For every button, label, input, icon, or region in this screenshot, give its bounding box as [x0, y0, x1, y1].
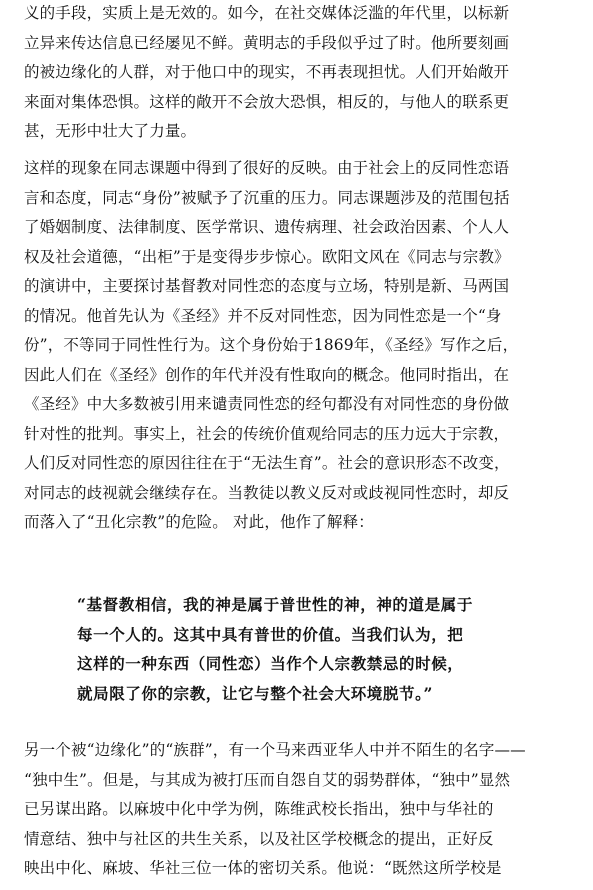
text-line: 份”，不等同于同性性行为。这个身份始于1869年，《圣经》写作之后， [24, 336, 519, 354]
text-line: 因此人们在《圣经》创作的年代并没有性取向的概念。他同时指出，在 [24, 365, 510, 384]
text-line: 情意结、独中与社区的共生关系，以及社区学校概念的提出，正好反 [24, 829, 494, 848]
quote-line: 这样的一种东西（同性恋）当作个人宗教禁忌的时候， [77, 654, 464, 673]
quote-line: 就局限了你的宗教，让它与整个社会大环境脱节。” [77, 683, 433, 703]
text-line: 来面对集体恐惧。这样的敞开不会放大恐惧，相反的，与他人的联系更 [24, 92, 510, 111]
text-line: 甚，无形中壮大了力量。 [24, 122, 197, 140]
quote-line: 每一个人的。这其中具有普世的价值。当我们认为，把 [77, 624, 464, 644]
text-line: 这样的现象在同志课题中得到了很好的反映。由于社会上的反同性恋语 [24, 159, 510, 177]
paragraph-3 [24, 736, 589, 884]
text-line: 言和态度，同志“身份”被赋予了沉重的压力。同志课题涉及的范围包括 [24, 188, 510, 207]
text-line: 针对性的批判。事实上，社会的传统价值观给同志的压力远大于宗教， [24, 424, 510, 443]
text-line: 《圣经》中大多数被引用来谴责同性恋的经句都没有对同性恋的身份做 [24, 395, 510, 413]
text-line: 对同志的歧视就会继续存在。当教徒以教义反对或歧视同性恋时，却反 [24, 483, 510, 502]
block-quote [77, 590, 577, 708]
text-line: 立异来传达信息已经屡见不鲜。黄明志的手段似乎过了时。他所要刻画 [24, 33, 510, 52]
quote-line: “基督教相信，我的神是属于普世性的神，神的道是属于 [77, 595, 473, 614]
paragraph-2 [24, 154, 584, 538]
paragraph-1 [24, 0, 584, 147]
text-line: 权及社会道德，“出柜”于是变得步步惊心。欧阳文风在《同志与宗教》 [24, 247, 510, 266]
text-line: 的情况。他首先认为《圣经》并不反对同性恋，因为同性恋是一个“身 [24, 306, 502, 325]
text-line: 已另谋出路。以麻坡中化中学为例，陈维武校长指出，独中与华社的 [24, 800, 494, 818]
text-line: 的演讲中，主要探讨基督教对同性恋的态度与立场，特别是新、马两国 [24, 277, 510, 295]
text-line: “独中生”。但是，与其成为被打压而自怨自艾的弱势群体，“独中”显然 [24, 770, 511, 789]
text-line: 另一个被“边缘化”的“族群”，有一个马来西亚华人中并不陌生的名字—— [24, 741, 526, 759]
text-line: 而落入了“丑化宗教”的危险。 对此，他作了解释： [24, 513, 374, 531]
text-line: 了婚姻制度、法律制度、医学常识、遗传病理、社会政治因素、个人人 [24, 218, 510, 236]
text-line: 映出中化、麻坡、华社三位一体的密切关系。他说：“既然这所学校是 [24, 859, 502, 877]
text-line: 人们反对同性恋的原因往往在于“无法生育”。社会的意识形态不改变， [24, 454, 510, 472]
text-line: 义的手段，实质上是无效的。如今，在社交媒体泛滥的年代里，以标新 [24, 4, 510, 22]
text-line: 的被边缘化的人群，对于他口中的现实，不再表现担忧。人们开始敞开 [24, 63, 510, 81]
